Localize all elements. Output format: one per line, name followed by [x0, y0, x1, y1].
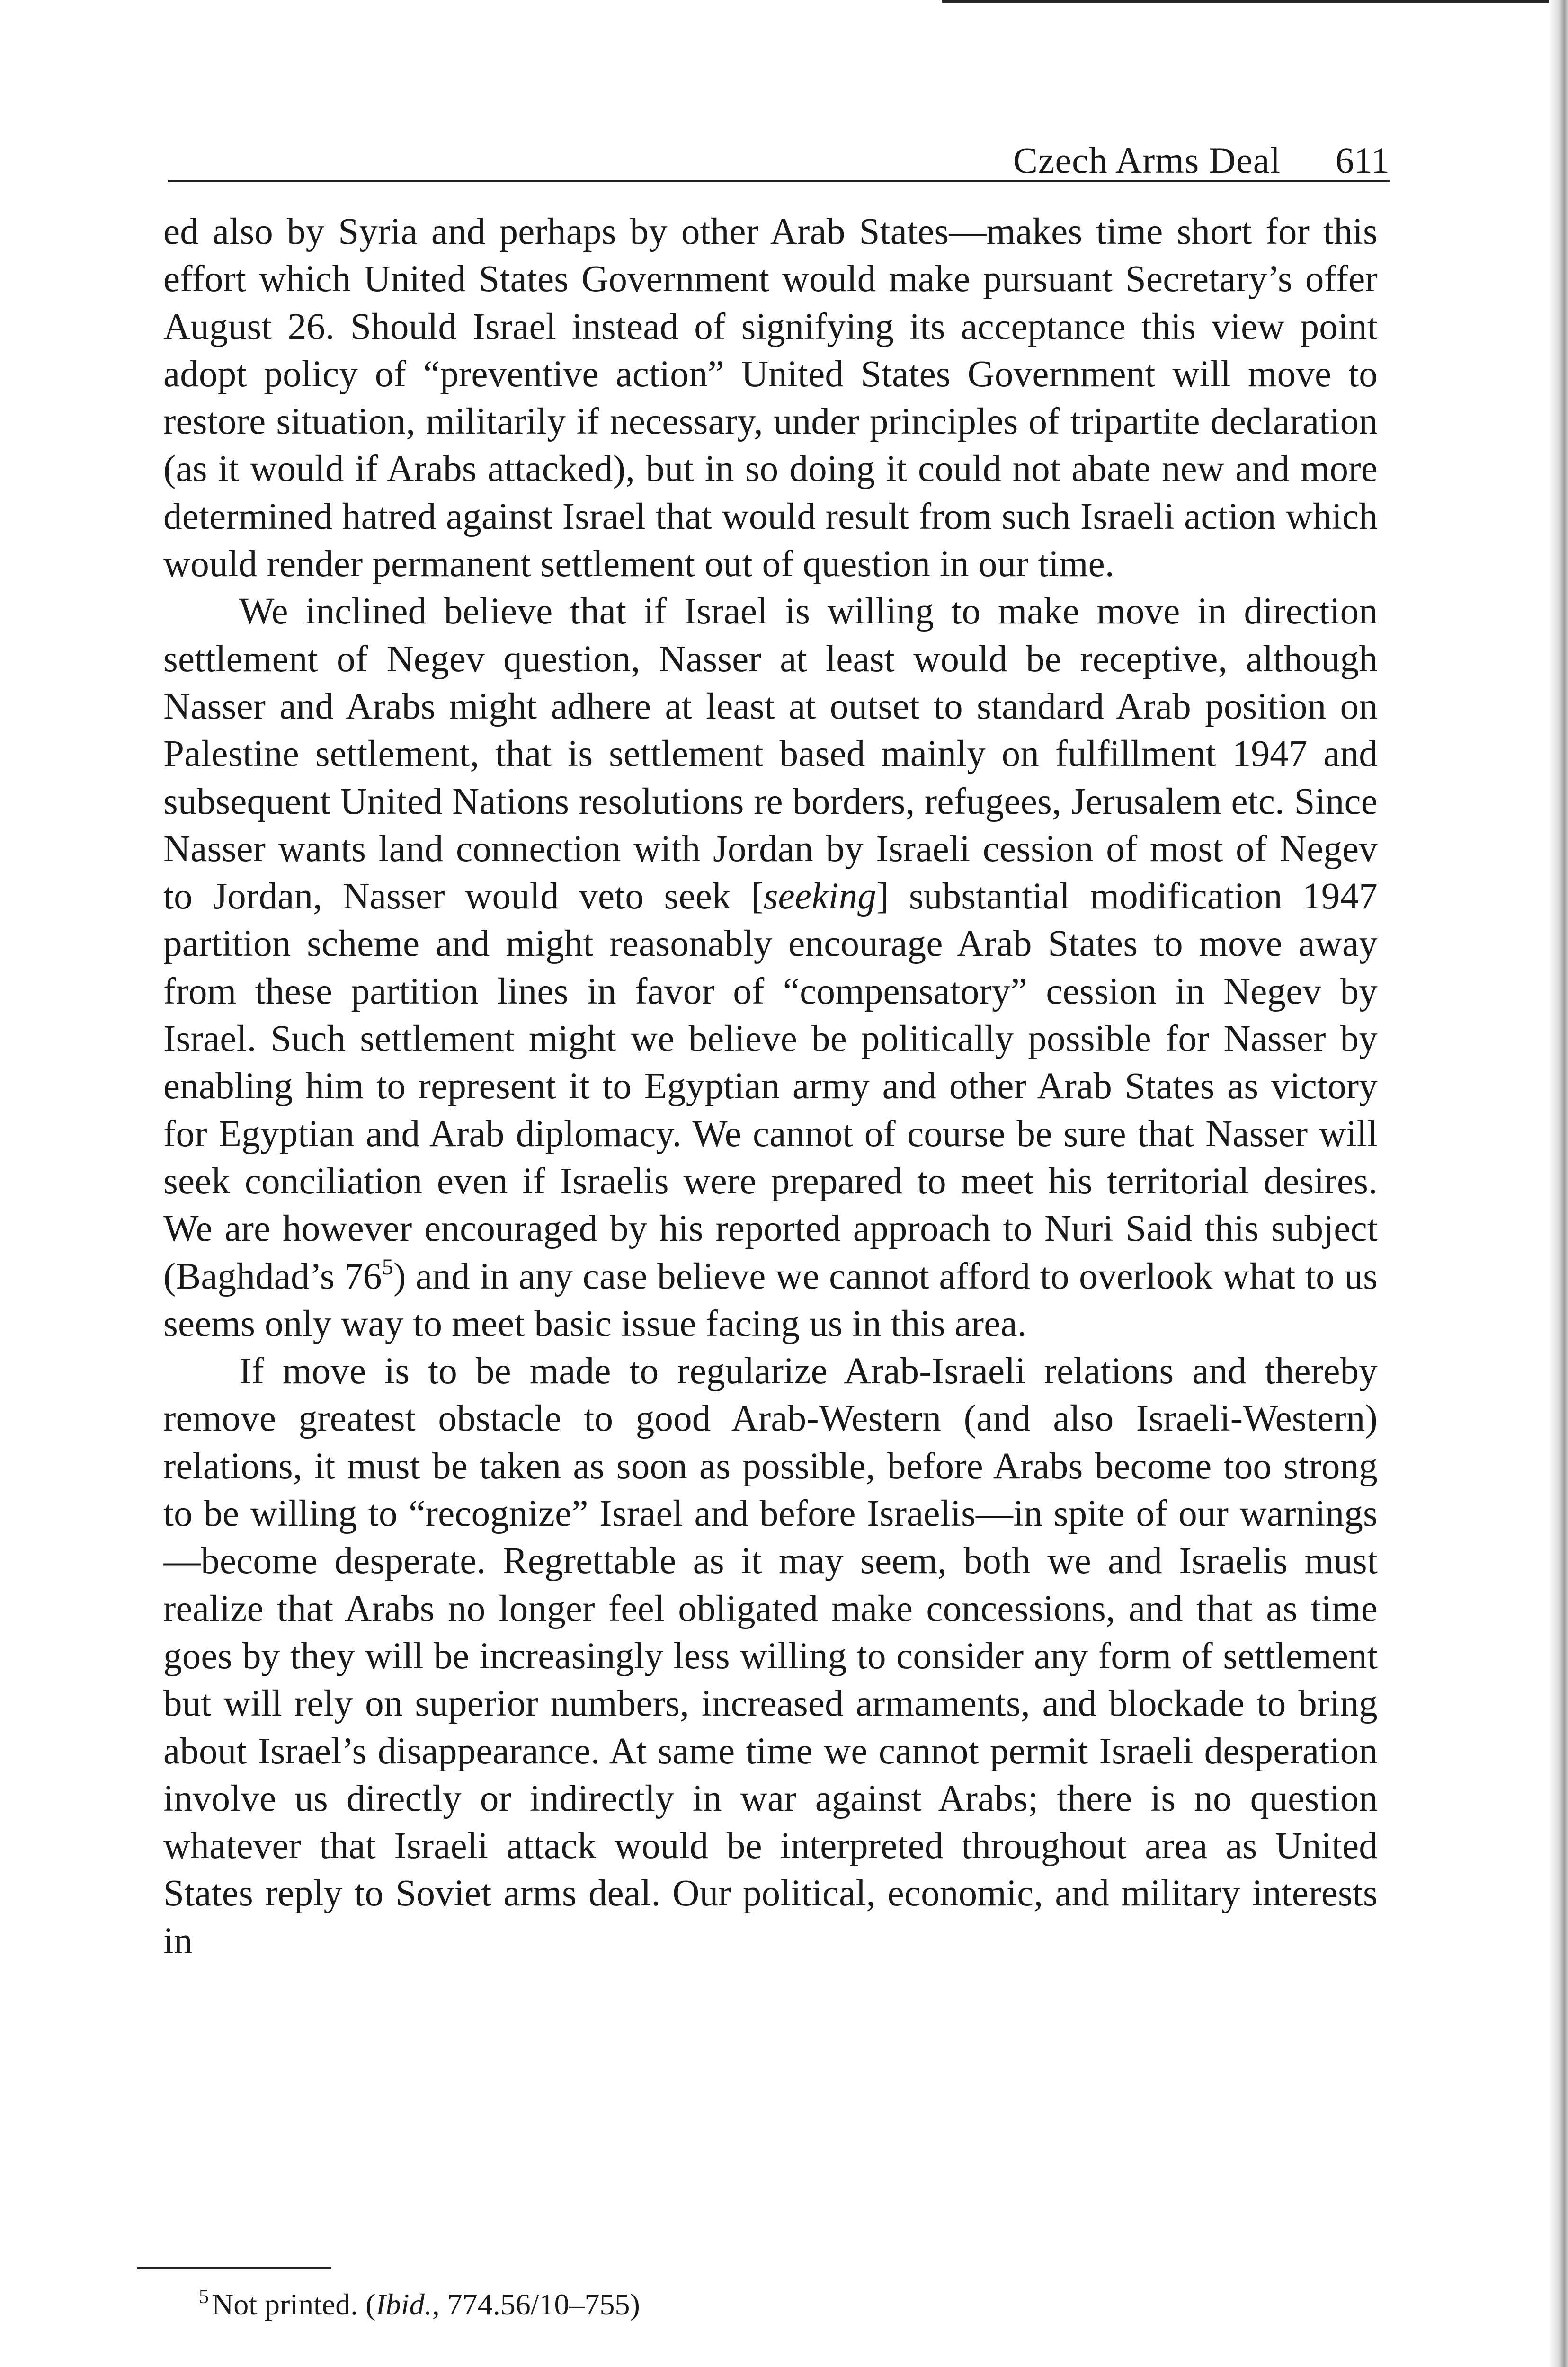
page-number: 611	[1335, 140, 1390, 181]
paragraph-3	[163, 1348, 1378, 1965]
paragraph-1	[163, 208, 1378, 588]
footnote-reference[interactable]: 5	[382, 1254, 393, 1280]
binding-edge	[1549, 0, 1568, 2367]
footnote	[199, 2287, 1288, 2323]
paragraph-2-text-b: ] substantial modification 1947 partition scheme and might reasonably encourage Arab States to move away from these partition lines in favor of “compensatory” cession in Negev by Israel. Such settlement might we believe be politically possible for Nasser by enabling him to represent it to Egyptian army and other Arab States as victory for Egyptian and Arab diplomacy. We cannot of course be sure that Nasser will seek conciliation even if Israelis were prepared to meet his territorial desires. We are however encouraged by his reported approach to Nuri Said this subject (Baghdad’s 76	[163, 876, 1378, 1297]
footnote-text-a: Not printed. (	[212, 2287, 376, 2321]
footnote-rule	[137, 2267, 331, 2269]
paragraph-3-text: If move is to be made to regularize Arab-Israeli relations and thereby remove greatest obstacle to good Arab-Western (and also Israeli-Western) relations, it must be taken as soon as possible, before Arabs become too strong to be willing to “recognize” Israel and before Israelis—in spite of our warnings—become desperate. Regrettable as it may seem, both we and Israelis must realize that Arabs no longer feel obligated make concessions, and that as time goes by they will be increasingly less willing to consider any form of settlement but will rely on superior numbers, increased armaments, and blockade to bring about Israel’s disappearance. At same time we cannot permit Israeli desperation involve us directly or indirectly in war against Arabs; there is no question whatever that Israeli attack would be interpreted throughout area as United States reply to Soviet arms deal. Our political, economic, and military interests in	[163, 1351, 1378, 1962]
footnote-marker: 5	[199, 2286, 209, 2308]
footnote-text-b: , 774.56/10–755)	[432, 2287, 640, 2321]
footnote-ibid: Ibid.	[375, 2287, 432, 2321]
paragraph-2-text-c: ) and in any case believe we cannot afford to overlook what to us seems only way to meet basic issue facing us in this area.	[163, 1255, 1378, 1344]
paragraph-2-text-a: We inclined believe that if Israel is willing to make move in direction settlement of Negev question, Nasser at least would be receptive, although Nasser and Arabs might adhere at least at outset to standard Arab position on Palestine settlement, that is settlement based mainly on fulfillment 1947 and subsequent United Nations resolutions re borders, refugees, Jerusalem etc. Since Nasser wants land connection with Jordan by Israeli cession of most of Negev to Jordan, Nasser would veto seek	[163, 591, 1378, 917]
editorial-insert: seeking	[763, 876, 877, 917]
paragraph-2	[163, 588, 1378, 1348]
paragraph-1-text: ed also by Syria and perhaps by other Arab States—makes time short for this effort which United States Government would make pursuant Secretary’s offer August 26. Should Israel instead of signifying its acceptance this view point adopt policy of “preventive action” United States Government will move to restore situation, militarily if necessary, under principles of tripartite declaration (as it would if Arabs attacked), but in so doing it could not abate new and more determined hatred against Israel that would result from such Israeli action which would render permanent settlement out of question in our time.	[163, 211, 1378, 585]
body-text	[163, 208, 1378, 1965]
scan-top-edge	[942, 0, 1568, 3]
running-head-title: Czech Arms Deal	[1013, 140, 1281, 181]
bracket-open: [	[751, 876, 764, 917]
running-head	[168, 128, 1390, 182]
